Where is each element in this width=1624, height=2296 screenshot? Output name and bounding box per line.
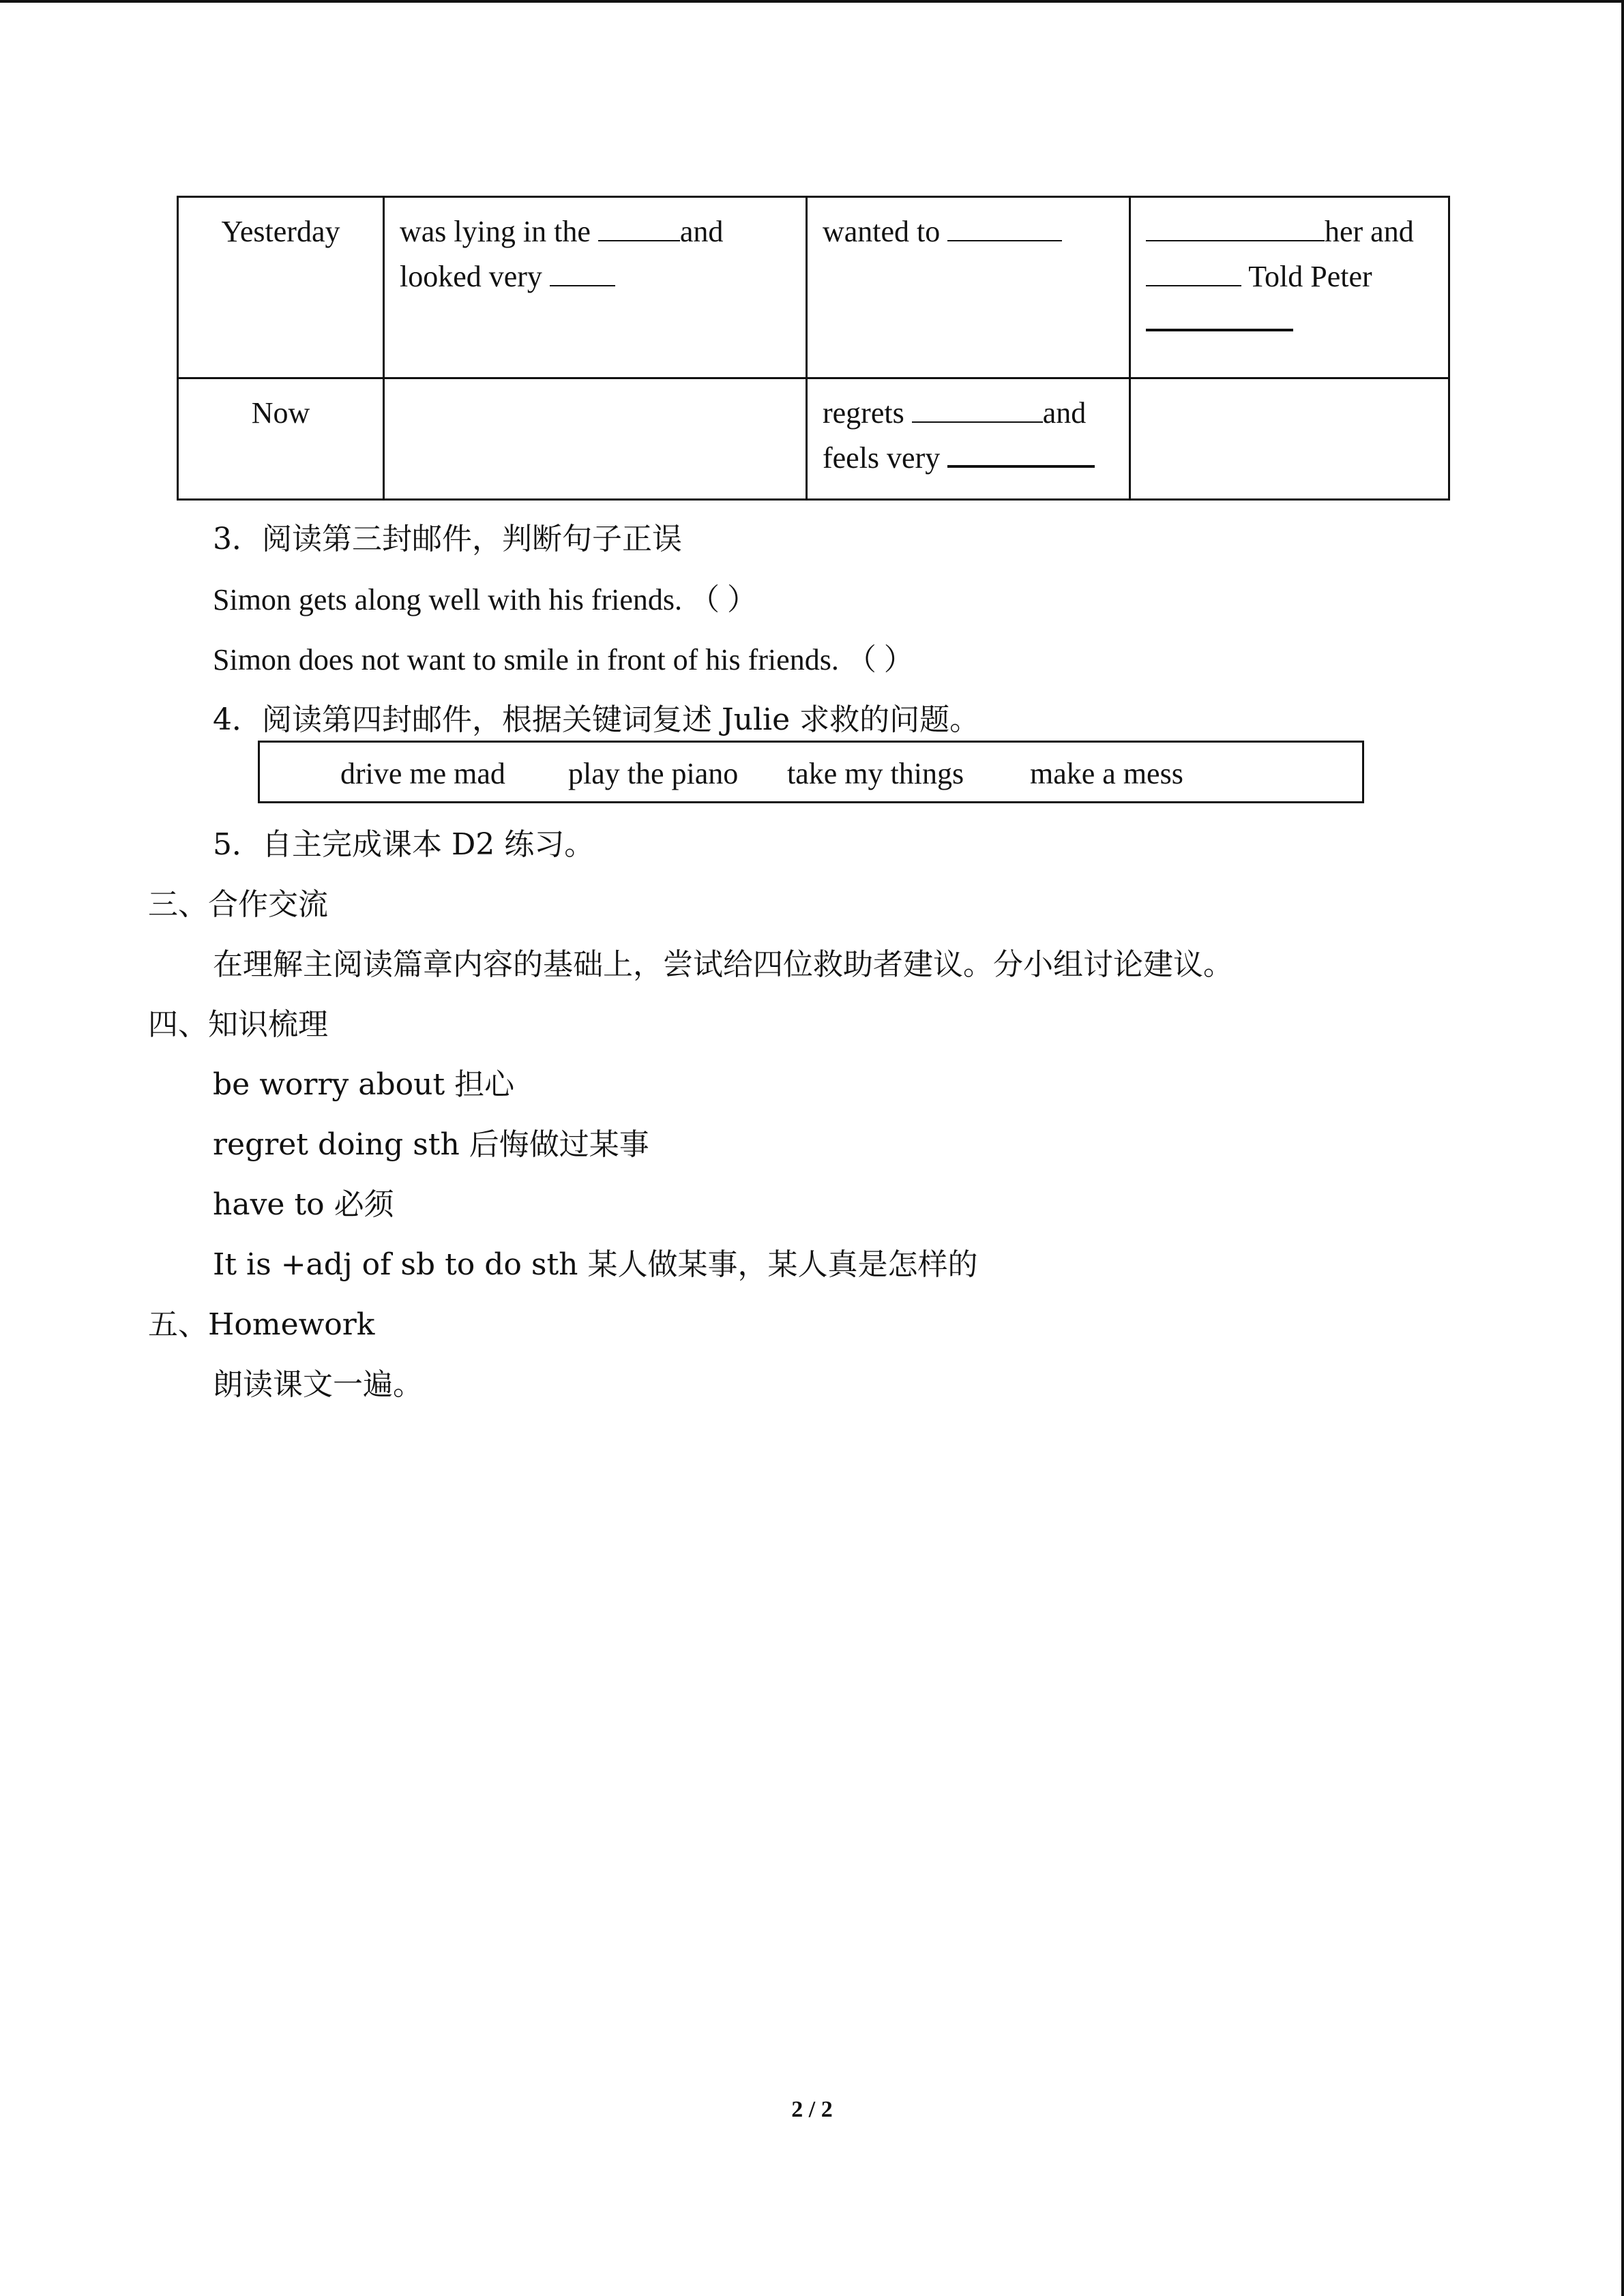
- section-5-heading: 五、Homework: [148, 1307, 375, 1342]
- row-label-yesterday: Yesterday: [178, 197, 384, 378]
- row-label-now: Now: [178, 378, 384, 500]
- keyword-item: drive me mad: [340, 757, 505, 790]
- cell-text: and: [679, 215, 724, 248]
- page-top-border: [0, 0, 1624, 3]
- section-5-body: 朗读课文一遍。: [213, 1367, 423, 1402]
- keyword-item: make a mess: [1030, 757, 1183, 790]
- cell-text: and: [1042, 396, 1087, 430]
- cell-yesterday-state: [384, 197, 807, 378]
- question-3-sentence-2: Simon does not want to smile in front of his friends. （ ）: [213, 643, 914, 676]
- fill-blank[interactable]: [550, 259, 615, 286]
- table-row: [178, 197, 1449, 378]
- keyword-box: [258, 741, 1364, 803]
- fill-blank[interactable]: [947, 214, 1062, 241]
- question-3-sentence-1: Simon gets along well with his friends. （ ）: [213, 583, 758, 616]
- cell-text: her and: [1325, 215, 1414, 248]
- knowledge-item-4: It is +adj of sb to do sth 某人做某事，某人真是怎样的: [213, 1247, 978, 1282]
- cell-text: feels very: [823, 441, 941, 475]
- table-row: [178, 378, 1449, 500]
- cell-now-action: [1130, 378, 1449, 500]
- cell-text: regrets: [823, 396, 904, 430]
- section-3-heading: 三、合作交流: [148, 887, 328, 922]
- knowledge-item-2: regret doing sth 后悔做过某事: [213, 1127, 649, 1162]
- knowledge-item-1: be worry about 担心: [213, 1067, 515, 1102]
- cell-yesterday-action: [1130, 197, 1449, 378]
- page-number: 2 / 2: [791, 2097, 833, 2122]
- keyword-item: play the piano: [568, 757, 739, 790]
- cell-yesterday-want: [807, 197, 1130, 378]
- fill-blank[interactable]: [947, 439, 1095, 468]
- keyword-item: take my things: [787, 757, 964, 790]
- knowledge-item-3: have to 必须: [213, 1187, 394, 1222]
- question-3-heading: 3．阅读第三封邮件，判断句子正误: [213, 522, 682, 556]
- page-right-border: [1621, 0, 1624, 2296]
- cell-text: Told Peter: [1248, 260, 1372, 293]
- fill-blank[interactable]: [912, 396, 1043, 423]
- comparison-table: [177, 196, 1450, 501]
- fill-blank[interactable]: [598, 214, 680, 241]
- section-4-heading: 四、知识梳理: [148, 1007, 328, 1042]
- question-4-heading: 4．阅读第四封邮件，根据关键词复述 Julie 求救的问题。: [213, 702, 980, 737]
- section-3-body: 在理解主阅读篇章内容的基础上，尝试给四位救助者建议。分小组讨论建议。: [213, 947, 1233, 982]
- cell-text: was lying in the: [400, 215, 591, 248]
- cell-now-state: [384, 378, 807, 500]
- cell-now-feeling: [807, 378, 1130, 500]
- cell-text: looked very: [400, 260, 542, 293]
- fill-blank[interactable]: [1146, 303, 1293, 331]
- fill-blank[interactable]: [1146, 214, 1325, 241]
- question-5-heading: 5．自主完成课本 D2 练习。: [213, 827, 595, 862]
- fill-blank[interactable]: [1146, 259, 1241, 286]
- cell-text: wanted to: [823, 215, 941, 248]
